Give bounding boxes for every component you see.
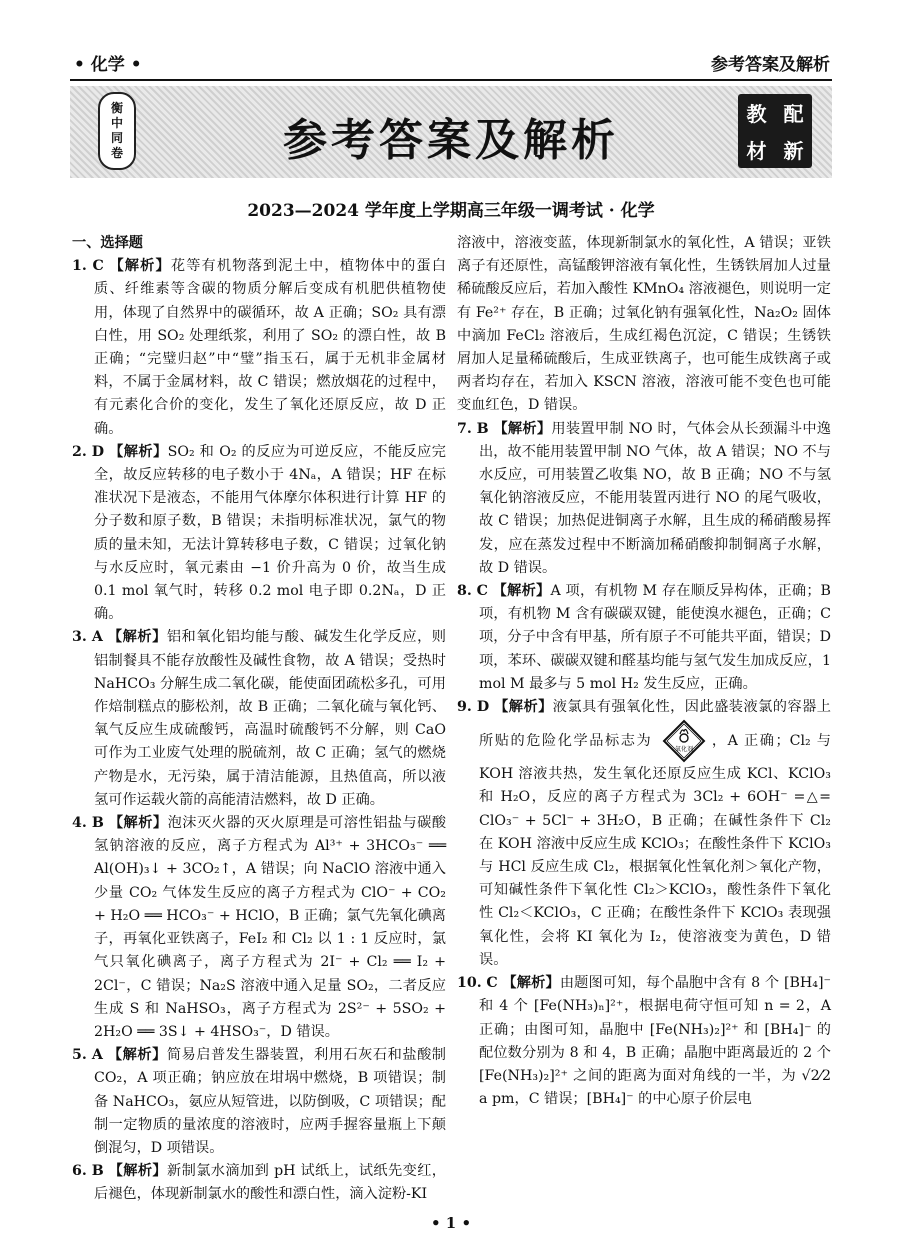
question-text-cont: ，A 正确；Cl₂ 与 KOH 溶液共热，发生氧化还原反应生成 KCl、KClO₃ 和 H₂O，反应的离子方程式为 3Cl₂ + 6OH⁻ =△= ClO₃⁻ + 5Cl⁻ + 3H₂O，B 正确；在碱性条件下 Cl₂ 在 KOH 溶液中反应生成 KClO₃；在酸性条件下 KClO₃ 与 HCl 反应生成 Cl₂，根据氧化性氧化剂＞氧化产物，可知碱性条件下氧化性 Cl₂＞KClO₃，酸性条件下氧化性 Cl₂＜KClO₃，C 正确；在酸性条件下 KClO₃ 表现强氧化性，会将 KI 氧化为 I₂，使溶液变为黄色，D 错误。 — [479, 733, 831, 968]
answer-letter: C — [92, 258, 104, 275]
question-7 — [457, 418, 831, 580]
title-banner — [70, 86, 832, 178]
question-4 — [72, 812, 446, 1044]
analysis-tag: 【解析】 — [107, 629, 167, 646]
analysis-tag: 【解析】 — [109, 258, 171, 275]
question-number: 6. — [72, 1163, 87, 1180]
seal-char: 卷 — [110, 146, 123, 160]
question-number: 2. — [72, 443, 87, 460]
page-number: • 1 • — [430, 1214, 472, 1232]
question-text: 液氯具有强氧化性，因此盛装液氯的容器上所贴的危险化学品标志为 — [479, 699, 831, 750]
question-number: 3. — [72, 629, 87, 646]
answer-letter: A — [91, 1047, 103, 1064]
analysis-tag: 【解析】 — [107, 1047, 167, 1064]
question-number: 8. — [457, 583, 472, 600]
analysis-tag: 【解析】 — [494, 699, 553, 716]
header-rule — [70, 79, 832, 81]
seal-char: 中 — [110, 116, 123, 130]
question-text: 铝和氧化铝均能与酸、碱发生化学反应，则铝制餐具不能存放酸性及碱性食物，故 A 错误；受热时 NaHCO₃ 分解生成二氧化碳，能使面团疏松多孔，可用作焙制糕点的膨松剂，故 B 正确；二氧化硫与氧化钙、氧气反应生成硫酸钙，高温时硫酸钙不分解，则 CaO 可作为工业废气处理的脱硫剂，故 C 正确；氢气的燃烧产物是水，无污染，属于清洁能源，且热值高，所以液氢可作运载火箭的高能清洁燃料，故 D 正确。 — [94, 629, 446, 808]
question-number: 7. — [457, 420, 472, 437]
seal-char: 衡 — [110, 101, 123, 115]
section-title: 一、选择题 — [72, 235, 143, 251]
question-text: 由题图可知，每个晶胞中含有 8 个 [BH₄]⁻ 和 4 个 [Fe(NH₃)ₙ]²⁺，根据电荷守恒可知 n = 2，A 正确；由图可知，晶胞中 [Fe(NH₃)₂]²⁺ 和 [BH₄]⁻ 的配位数分别为 8 和 4，B 正确；晶胞中距离最近的 2 个 [Fe(NH₃)₂]²⁺ 之间的距离为面对角线的一半，为 √2⁄2 a pm，C 错误；[BH₄]⁻ 的中心原子价层电 — [479, 975, 831, 1108]
badge-char: 新 — [783, 139, 804, 163]
analysis-tag: 【解析】 — [493, 420, 552, 437]
answer-letter: B — [91, 1163, 104, 1180]
question-9 — [457, 696, 831, 972]
question-text: SO₂ 和 O₂ 的反应为可逆反应，不能反应完全，故反应转移的电子数小于 4Nₐ，A 错误；HF 在标准状况下是液态，不能用气体摩尔体积进行计算 HF 的分子数和原子数，B 错误；未指明标准状况，氯气的物质的量未知，无法计算转移电子数，C 错误；过氧化钠与水反应时，氧元素由 −1 价升高为 0 价，故当生成 0.1 mol 氧气时，转移 0.2 mol 电子即 0.2Nₐ，D 正确。 — [94, 443, 446, 623]
question-text: 新制氯水滴加到 pH 试纸上，试纸先变红，后褪色，体现新制氯水的酸性和漂白性，滴入淀粉-KI — [94, 1163, 446, 1203]
left-column — [72, 232, 446, 1207]
analysis-tag: 【解析】 — [108, 815, 168, 832]
badge-logo — [738, 94, 812, 168]
header-section: 参考答案及解析 — [711, 55, 830, 75]
seal-char: 同 — [110, 131, 123, 145]
question-number: 5. — [72, 1047, 87, 1064]
badge-char: 材 — [746, 139, 767, 163]
analysis-tag: 【解析】 — [109, 443, 168, 460]
answer-letter: B — [91, 815, 104, 832]
question-6-continuation: 溶液中，溶液变蓝，体现新制氯水的氧化性，A 错误；亚铁离子有还原性，高锰酸钾溶液有氧化性，生锈铁屑加人过量稀硫酸反应后，若加入酸性 KMnO₄ 溶液褪色，则说明一定有 Fe²⁺ 存在，B 正确；过氧化钠有强氧化性，Na₂O₂ 固体中滴加 FeCl₂ 溶液后，生成红褐色沉淀，C 错误；生锈铁屑加人足量稀硫酸后，生成亚铁离子，也可能生成铁离子或两者均存在，若加入 KSCN 溶液，溶液可能不变色也可能变血红色，D 错误。 — [457, 235, 831, 414]
right-column — [457, 232, 831, 1111]
question-text: 简易启普发生器装置，利用石灰石和盐酸制 CO₂，A 项正确；钠应放在坩埚中燃烧，B 项错误；制备 NaHCO₃，氨应从短管进，以防倒吸，C 项错误；配制一定物质的量浓度的溶液时，应两手握容量瓶上下颠倒混匀，D 项错误。 — [94, 1047, 446, 1156]
question-1 — [72, 255, 446, 441]
question-text: 花等有机物落到泥土中，植物体中的蛋白质、纤维素等含碳的物质分解后变成有机肥供植物使用，体现了自然界中的碳循环，故 A 正确；SO₂ 具有漂白性，用 SO₂ 处理纸浆，利用了 SO₂ 的漂白性，故 B 正确；“完璧归赵”中“璧”指玉石，属于无机非金属材料，不属于金属材料，故 C 错误；燃放烟花的过程中，有元素化合价的变化，发生了氧化还原反应，故 D 正确。 — [94, 258, 446, 437]
badge-char: 配 — [783, 102, 804, 126]
question-text: 用装置甲制 NO 时，气体会从长颈漏斗中逸出，故不能用装置甲制 NO 气体，故 A 错误；NO 不与水反应，可用装置乙收集 NO，故 B 正确；NO 不与氢氧化钠溶液反应，不能用装置丙进行 NO 的尾气吸收，故 C 错误；加热促进铜离子水解，且生成的稀硝酸易挥发，应在蒸发过程中不断滴加稀硝酸抑制铜离子水解，故 D 错误。 — [479, 420, 831, 576]
question-number: 1. — [72, 258, 87, 275]
question-3 — [72, 626, 446, 812]
analysis-tag: 【解析】 — [108, 1163, 168, 1180]
answer-letter: C — [476, 583, 488, 600]
answer-letter: B — [476, 420, 489, 437]
document-title: 2023—2024 学年度上学期高三年级一调考试 · 化学 — [247, 201, 655, 221]
header-subject: • 化学 • — [74, 55, 142, 75]
question-number: 9. — [457, 699, 472, 716]
question-text: 泡沫灭火器的灭火原理是可溶性铝盐与碳酸氢钠溶液的反应，离子方程式为 Al³⁺ + 3HCO₃⁻ ══ Al(OH)₃↓ + 3CO₂↑，A 错误；向 NaClO 溶液中通入少量 CO₂ 气体发生反应的离子方程式为 ClO⁻ + CO₂ + H₂O ══ HCO₃⁻ + HClO，B 正确；氯气先氧化碘离子，再氧化亚铁离子，FeI₂ 和 Cl₂ 以 1 : 1 反应时，氯气只氧化碘离子，离子方程式为 2I⁻ + Cl₂ ══ I₂ + 2Cl⁻，C 错误；Na₂S 溶液中通入足量 SO₂，二者反应生成 S 和 NaHSO₃，离子方程式为 2S²⁻ + 5SO₂ + 2H₂O ══ 3S↓ + 4HSO₃⁻，D 错误。 — [94, 815, 447, 1040]
answer-letter: D — [91, 443, 105, 460]
question-10 — [457, 972, 831, 1111]
question-text: A 项，有机物 M 存在顺反异构体，正确；B 项，有机物 M 含有碳碳双键，能使溴水褪色，正确；C 项，分子中含有甲基，所有原子不可能共平面，错误；D 项，苯环、碳碳双键和醛基均能与氢气发生加成反应，1 mol M 最多与 5 mol H₂ 发生反应，正确。 — [479, 583, 831, 692]
question-8 — [457, 580, 831, 696]
question-number: 4. — [72, 815, 87, 832]
answer-letter: C — [486, 975, 498, 992]
question-6 — [72, 1160, 446, 1206]
question-2 — [72, 441, 446, 627]
oxidizer-hazard-icon — [662, 719, 706, 763]
analysis-tag: 【解析】 — [492, 583, 551, 600]
answer-letter: A — [91, 629, 103, 646]
badge-char: 教 — [746, 102, 767, 126]
answer-letter: D — [476, 699, 490, 716]
question-5 — [72, 1044, 446, 1160]
analysis-tag: 【解析】 — [502, 975, 560, 992]
question-number: 10. — [457, 975, 482, 992]
banner-title: 参考答案及解析 — [283, 115, 619, 166]
hazard-label: 氧化剂 — [675, 746, 694, 754]
